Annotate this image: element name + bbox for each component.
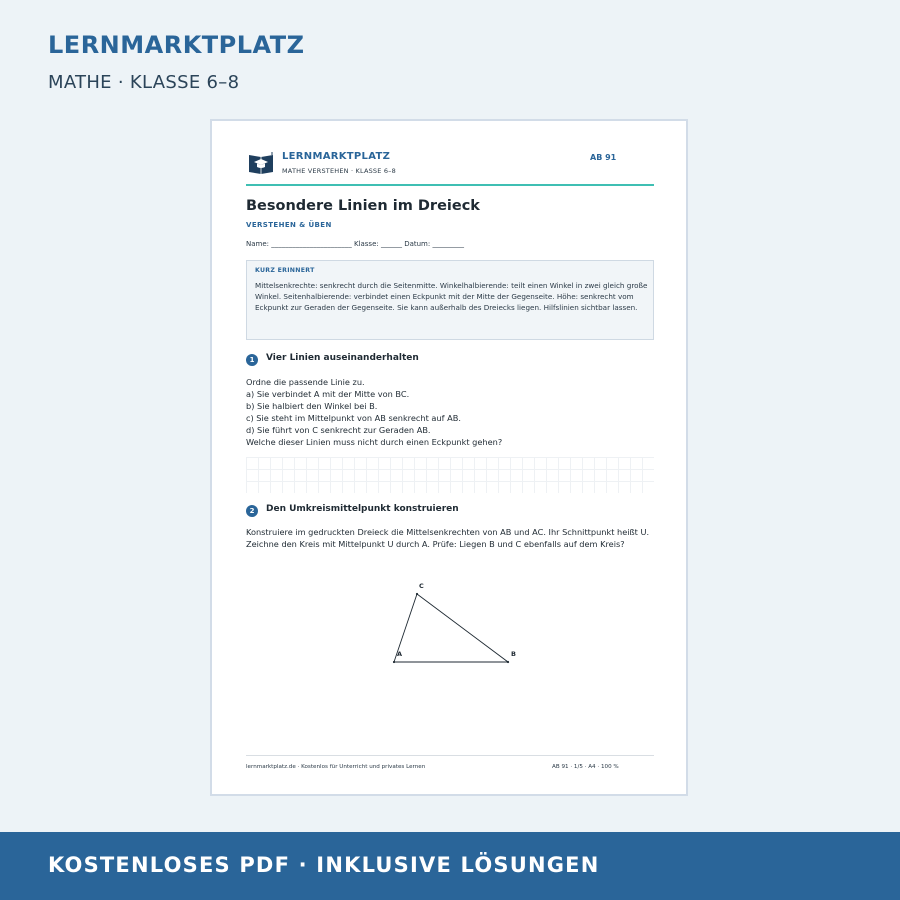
task-1-number-badge: 1 [246,354,258,366]
page-brand-subtitle: MATHE · KLASSE 6–8 [48,72,240,93]
promo-banner-text: KOSTENLOSES PDF · INKLUSIVE LÖSUNGEN [48,853,600,877]
worksheet-title: Besondere Linien im Dreieck [246,198,480,214]
student-fields: Name: _______________________ Klasse: ______ Datum: _________ [246,240,464,248]
vertex-a-dot [393,661,395,663]
vertex-c-dot [416,593,418,595]
footer-source: lernmarktplatz.de · Kostenlos für Unterricht und privates Lernen [246,764,426,770]
vertex-b-dot [507,661,509,663]
footer-page-info: AB 91 · 1/5 · A4 · 100 % [552,764,619,770]
worksheet-brand-subtitle: MATHE VERSTEHEN · KLASSE 6–8 [282,167,396,175]
task-1-line: Ordne die passende Linie zu. [246,377,365,387]
task-1-heading [246,353,419,366]
worksheet-code: AB 91 [590,153,617,162]
task-1-title: Vier Linien auseinanderhalten [266,353,419,363]
triangle-figure [386,577,526,677]
worksheet-brand: LERNMARKTPLATZ [282,151,391,162]
task-1-line: Welche dieser Linien muss nicht durch einen Eckpunkt gehen? [246,437,503,447]
triangle-abc [394,594,508,662]
vertex-b-label: B [511,650,516,658]
worksheet-preview[interactable] [210,119,688,796]
worksheet-content [246,121,656,794]
task-1-line: a) Sie verbindet A mit der Mitte von BC. [246,389,410,399]
book-cap-logo-icon [248,151,274,175]
task-1-text [246,376,502,448]
task-1-line: b) Sie halbiert den Winkel bei B. [246,401,378,411]
worksheet-subtitle: VERSTEHEN & ÜBEN [246,221,332,229]
task-1-line: c) Sie steht im Mittelpunkt von AB senkrecht auf AB. [246,413,461,423]
header-divider [246,184,654,186]
reminder-text: Mittelsenkrechte: senkrecht durch die Seitenmitte. Winkelhalbierende: teilt einen Winkel in zwei gleich große Winkel. Seitenhalbierende: verbindet einen Eckpunkt mit der Mitte der Gegenseite. Höhe: senkrecht vom Eckpunkt zur Geraden der Gegenseite. Sie kann außerhalb des Dreiecks liegen. Hilfslinien sichtbar lassen. [255,281,648,312]
answer-grid [246,457,654,493]
reminder-box [246,260,654,340]
task-1-line: d) Sie führt von C senkrecht zur Geraden AB. [246,425,431,435]
promo-banner [0,832,900,900]
page-brand-title: LERNMARKTPLATZ [48,31,305,59]
task-2-text: Konstruiere im gedruckten Dreieck die Mittelsenkrechten von AB und AC. Ihr Schnittpunkt heißt U. Zeichne den Kreis mit Mittelpunkt U durch A. Prüfe: Liegen B und C ebenfalls auf dem Kreis? [246,527,650,549]
reminder-label: KURZ ERINNERT [255,267,315,274]
footer-divider [246,755,654,756]
vertex-a-label: A [397,650,403,658]
vertex-c-label: C [419,582,424,590]
task-2-number-badge: 2 [246,505,258,517]
task-2-title: Den Umkreismittelpunkt konstruieren [266,504,459,514]
task-2-heading [246,504,459,517]
